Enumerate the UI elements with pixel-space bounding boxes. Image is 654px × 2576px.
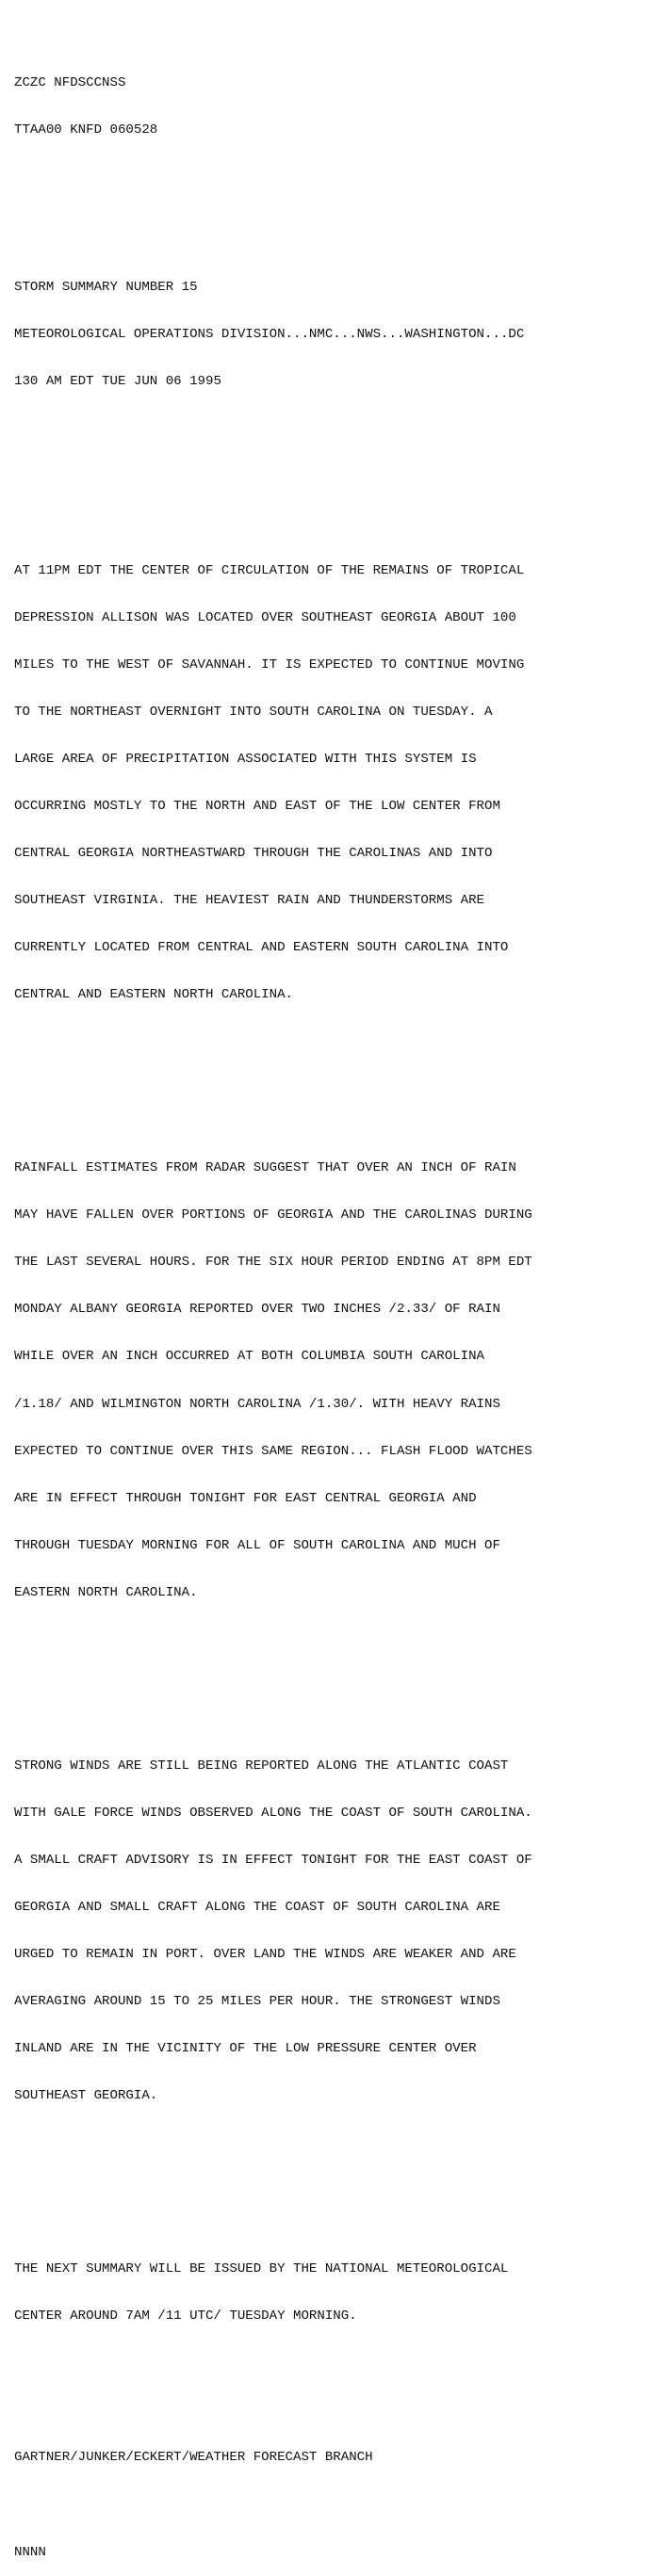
text-line: THROUGH TUESDAY MORNING FOR ALL OF SOUTH CAROLINA AND MUCH OF: [14, 1537, 500, 1553]
text-line: MAY HAVE FALLEN OVER PORTIONS OF GEORGIA AND THE CAROLINAS DURING: [14, 1207, 532, 1223]
paragraph-location: [14, 531, 646, 1034]
text-line: URGED TO REMAIN IN PORT. OVER LAND THE WINDS ARE WEAKER AND ARE: [14, 1946, 516, 1962]
text-line: GEORGIA AND SMALL CRAFT ALONG THE COAST OF SOUTH CAROLINA ARE: [14, 1899, 500, 1915]
header-line: TTAA00 KNFD 060528: [14, 122, 158, 138]
text-line: INLAND ARE IN THE VICINITY OF THE LOW PRESSURE CENTER OVER: [14, 2041, 477, 2057]
text-line: ARE IN EFFECT THROUGH TONIGHT FOR EAST CENTRAL GEORGIA AND: [14, 1490, 477, 1506]
issuing-office: METEOROLOGICAL OPERATIONS DIVISION...NMC...NWS...WASHINGTON...DC: [14, 327, 525, 342]
text-line: LARGE AREA OF PRECIPITATION ASSOCIATED WITH THIS SYSTEM IS: [14, 751, 477, 767]
text-line: WHILE OVER AN INCH OCCURRED AT BOTH COLUMBIA SOUTH CAROLINA: [14, 1349, 484, 1365]
text-line: CENTER AROUND 7AM /11 UTC/ TUESDAY MORNING.: [14, 2309, 357, 2325]
paragraph-rainfall: [14, 1129, 646, 1632]
text-line: MILES TO THE WEST OF SAVANNAH. IT IS EXPECTED TO CONTINUE MOVING: [14, 656, 525, 672]
terminator-line: NNNN: [14, 2544, 46, 2560]
text-line: MONDAY ALBANY GEORGIA REPORTED OVER TWO INCHES /2.33/ OF RAIN: [14, 1302, 500, 1318]
paragraph-winds: [14, 1726, 646, 2135]
storm-summary-title: STORM SUMMARY NUMBER 15: [14, 279, 198, 295]
text-line: TO THE NORTHEAST OVERNIGHT INTO SOUTH CAROLINA ON TUESDAY. A: [14, 704, 493, 720]
text-line: A SMALL CRAFT ADVISORY IS IN EFFECT TONIGHT FOR THE EAST COAST OF: [14, 1852, 532, 1868]
text-line: THE NEXT SUMMARY WILL BE ISSUED BY THE NATIONAL METEOROLOGICAL: [14, 2260, 509, 2276]
text-line: CURRENTLY LOCATED FROM CENTRAL AND EASTERN SOUTH CAROLINA INTO: [14, 940, 509, 956]
header-line: ZCZC NFDSCCNSS: [14, 74, 126, 90]
text-line: WITH GALE FORCE WINDS OBSERVED ALONG THE COAST OF SOUTH CAROLINA.: [14, 1805, 532, 1821]
paragraph-next-summary: [14, 2230, 646, 2357]
text-line: SOUTHEAST VIRGINIA. THE HEAVIEST RAIN AND THUNDERSTORMS ARE: [14, 893, 484, 909]
signature-line: GARTNER/JUNKER/ECKERT/WEATHER FORECAST BRANCH: [14, 2450, 373, 2466]
text-line: CENTRAL AND EASTERN NORTH CAROLINA.: [14, 987, 294, 1003]
text-line: AT 11PM EDT THE CENTER OF CIRCULATION OF THE REMAINS OF TROPICAL: [14, 562, 525, 578]
bulletin-document: [14, 12, 646, 2576]
text-line: RAINFALL ESTIMATES FROM RADAR SUGGEST THAT OVER AN INCH OF RAIN: [14, 1160, 516, 1176]
text-line: STRONG WINDS ARE STILL BEING REPORTED ALONG THE ATLANTIC COAST: [14, 1758, 509, 1774]
text-line: DEPRESSION ALLISON WAS LOCATED OVER SOUTHEAST GEORGIA ABOUT 100: [14, 609, 516, 625]
text-line: SOUTHEAST GEORGIA.: [14, 2088, 158, 2104]
header-block: [14, 43, 646, 170]
text-line: AVERAGING AROUND 15 TO 25 MILES PER HOUR. THE STRONGEST WINDS: [14, 1994, 500, 2010]
text-line: /1.18/ AND WILMINGTON NORTH CAROLINA /1.30/. WITH HEAVY RAINS: [14, 1396, 500, 1412]
text-line: EXPECTED TO CONTINUE OVER THIS SAME REGION... FLASH FLOOD WATCHES: [14, 1443, 532, 1459]
issue-time: 130 AM EDT TUE JUN 06 1995: [14, 374, 221, 390]
text-line: EASTERN NORTH CAROLINA.: [14, 1584, 198, 1600]
text-line: OCCURRING MOSTLY TO THE NORTH AND EAST OF THE LOW CENTER FROM: [14, 798, 500, 814]
text-line: CENTRAL GEORGIA NORTHEASTWARD THROUGH THE CAROLINAS AND INTO: [14, 846, 493, 862]
title-block: [14, 249, 646, 422]
text-line: THE LAST SEVERAL HOURS. FOR THE SIX HOUR PERIOD ENDING AT 8PM EDT: [14, 1255, 532, 1271]
